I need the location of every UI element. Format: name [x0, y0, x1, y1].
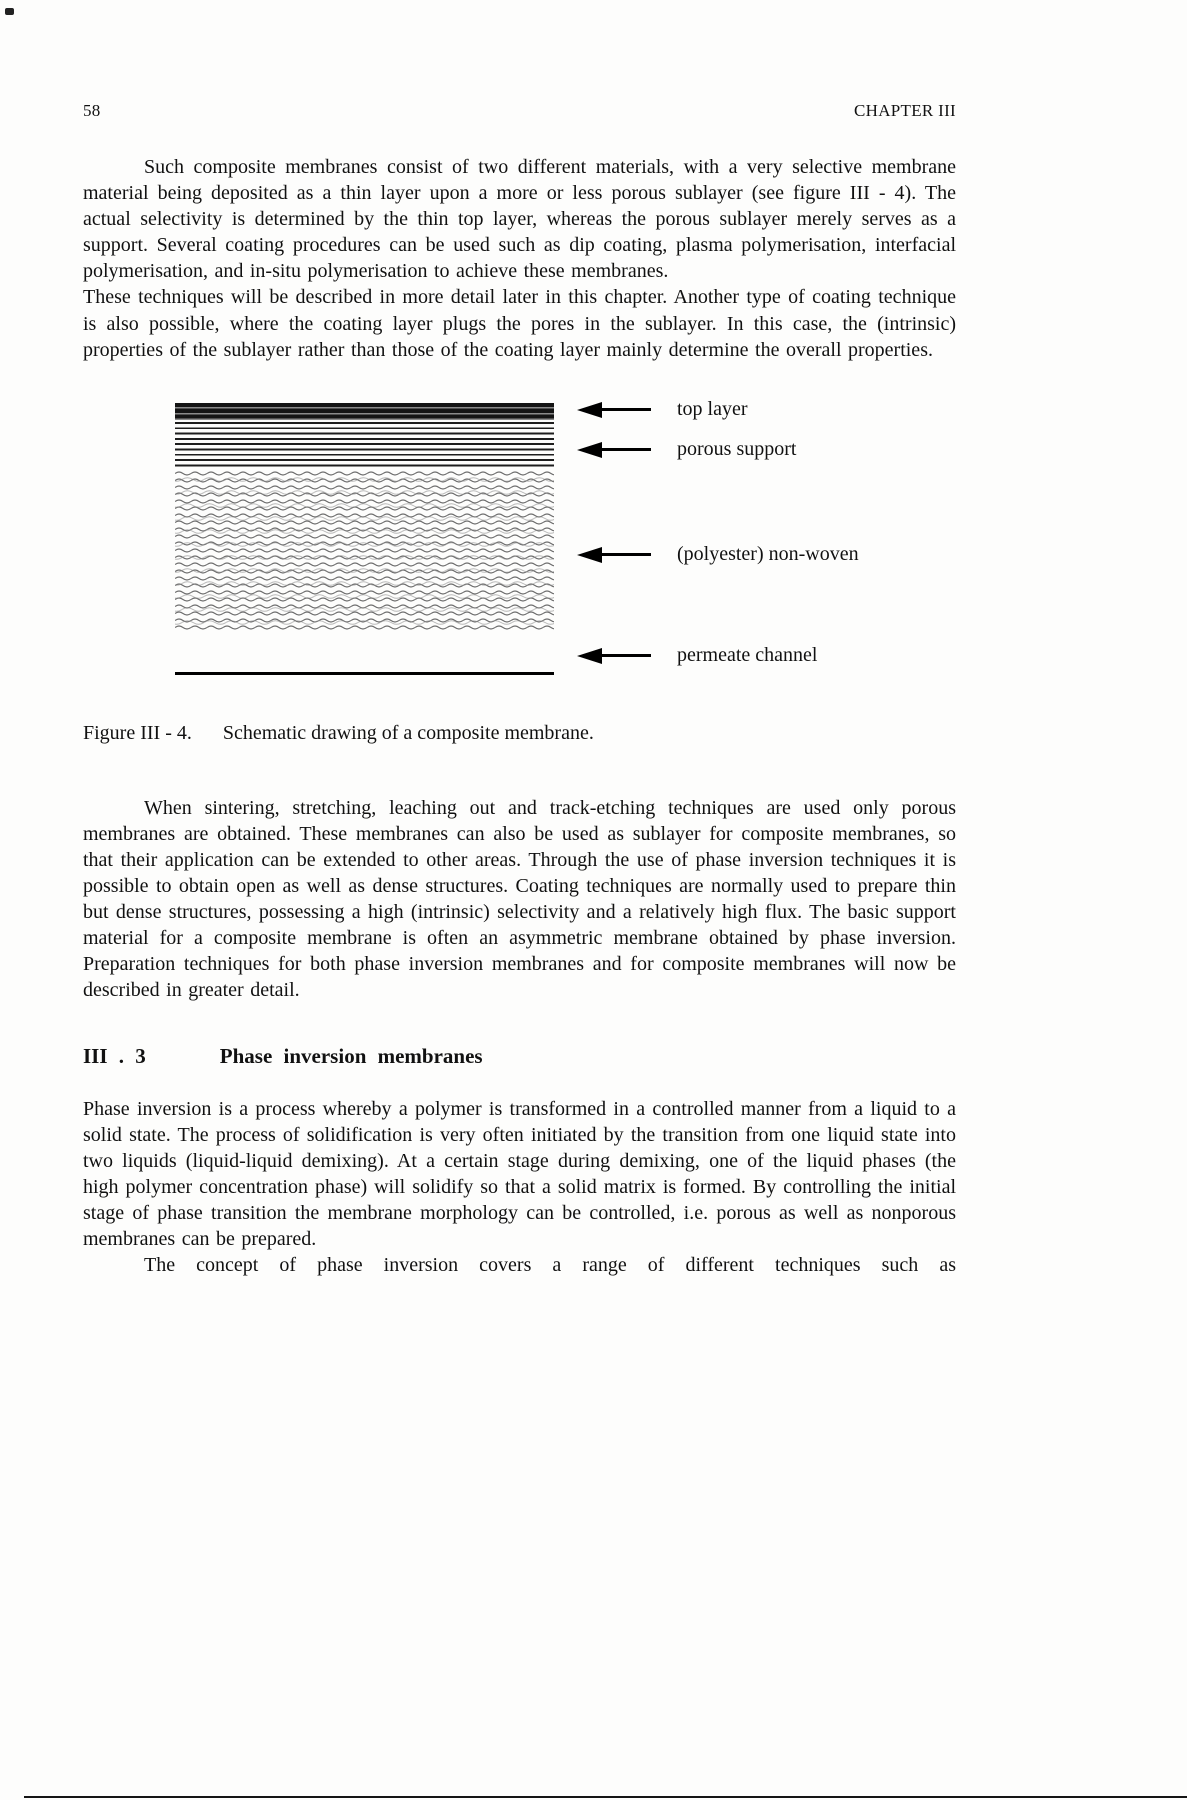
figure-label-porous-support: porous support	[677, 438, 797, 461]
figure-label-permeate-channel: permeate channel	[677, 644, 818, 667]
scan-artifact-corner	[5, 8, 14, 15]
figure-caption-text: Schematic drawing of a composite membrane.	[222, 721, 594, 744]
left-arrow-icon	[577, 547, 651, 563]
porous-support-graphic	[175, 422, 554, 467]
chapter-header: CHAPTER III	[854, 101, 956, 120]
paragraph-phase-inversion: Phase inversion is a process whereby a polymer is transformed in a controlled manner from a liquid to a solid state. The process of solidification is very often initiated by the transition from one liquid state into two liquids (liquid-liquid demixing). At a certain stage during demixing, one of the liquid phases (the high polymer concentration phase) will solidify so that a solid matrix is formed. By controlling the initial stage of phase transition the membrane morphology can be controlled, i.e. porous as well as nonporous membranes can be prepared.	[83, 1097, 956, 1250]
page-header	[83, 101, 956, 121]
left-arrow-icon	[577, 402, 651, 418]
nonwoven-graphic	[175, 470, 554, 632]
figure-label-nonwoven: (polyester) non-woven	[677, 543, 859, 566]
nonwoven-texture	[175, 470, 554, 632]
paragraph-concept: The concept of phase inversion covers a range of different techniques such as	[144, 1254, 956, 1277]
section-heading-phase-inversion	[83, 1044, 956, 1069]
section-number: III . 3	[83, 1043, 146, 1068]
section-title: Phase inversion membranes	[219, 1043, 483, 1068]
scan-artifact-bottom-line	[24, 1796, 1187, 1799]
figure-caption-label: Figure III - 4.	[83, 721, 192, 744]
left-arrow-icon	[577, 648, 651, 664]
annotation-top-layer	[577, 398, 748, 421]
figure-caption	[83, 722, 956, 745]
permeate-channel-line	[175, 672, 554, 675]
top-layer-graphic	[175, 403, 554, 420]
membrane-diagram	[175, 403, 554, 675]
paragraph-coating-techniques: These techniques will be described in more detail later in this chapter. Another type of coating technique is also possible, where the coating layer plugs the pores in the sublayer. In this case, the (intrinsic) properties of the sublayer rather than those of the coating layer mainly determine the overall properties.	[83, 286, 956, 361]
page-number: 58	[83, 101, 101, 120]
annotation-permeate-channel	[577, 644, 818, 667]
paragraph-composite-membranes: Such composite membranes consist of two different materials, with a very selective membrane material being deposited as a thin layer upon a more or less porous sublayer (see figure III - 4). The actual selectivity is determined by the thin top layer, whereas the porous sublayer merely serves as a support. Several coating procedures can be used such as dip coating, plasma polymerisation, interfacial polymerisation, and in-situ polymerisation to achieve these membranes.	[83, 156, 956, 283]
figure-label-top-layer: top layer	[677, 398, 748, 421]
paragraph-membrane-techniques: When sintering, stretching, leaching out and track-etching techniques are used only porous membranes are obtained. These membranes can also be used as sublayer for composite membranes, so that their application can be extended to other areas. Through the use of phase inversion techniques it is possible to obtain open as well as dense structures. Coating techniques are normally used to prepare thin but dense structures, possessing a high (intrinsic) selectivity and a relatively high flux. The basic support material for a composite membrane is often an asymmetric membrane obtained by phase inversion. Preparation techniques for both phase inversion membranes and for composite membranes will now be described in greater detail.	[83, 796, 956, 1002]
annotation-porous-support	[577, 438, 797, 461]
annotation-nonwoven	[577, 543, 859, 566]
left-arrow-icon	[577, 442, 651, 458]
page-content	[83, 101, 956, 1278]
figure-composite-membrane	[83, 398, 956, 681]
